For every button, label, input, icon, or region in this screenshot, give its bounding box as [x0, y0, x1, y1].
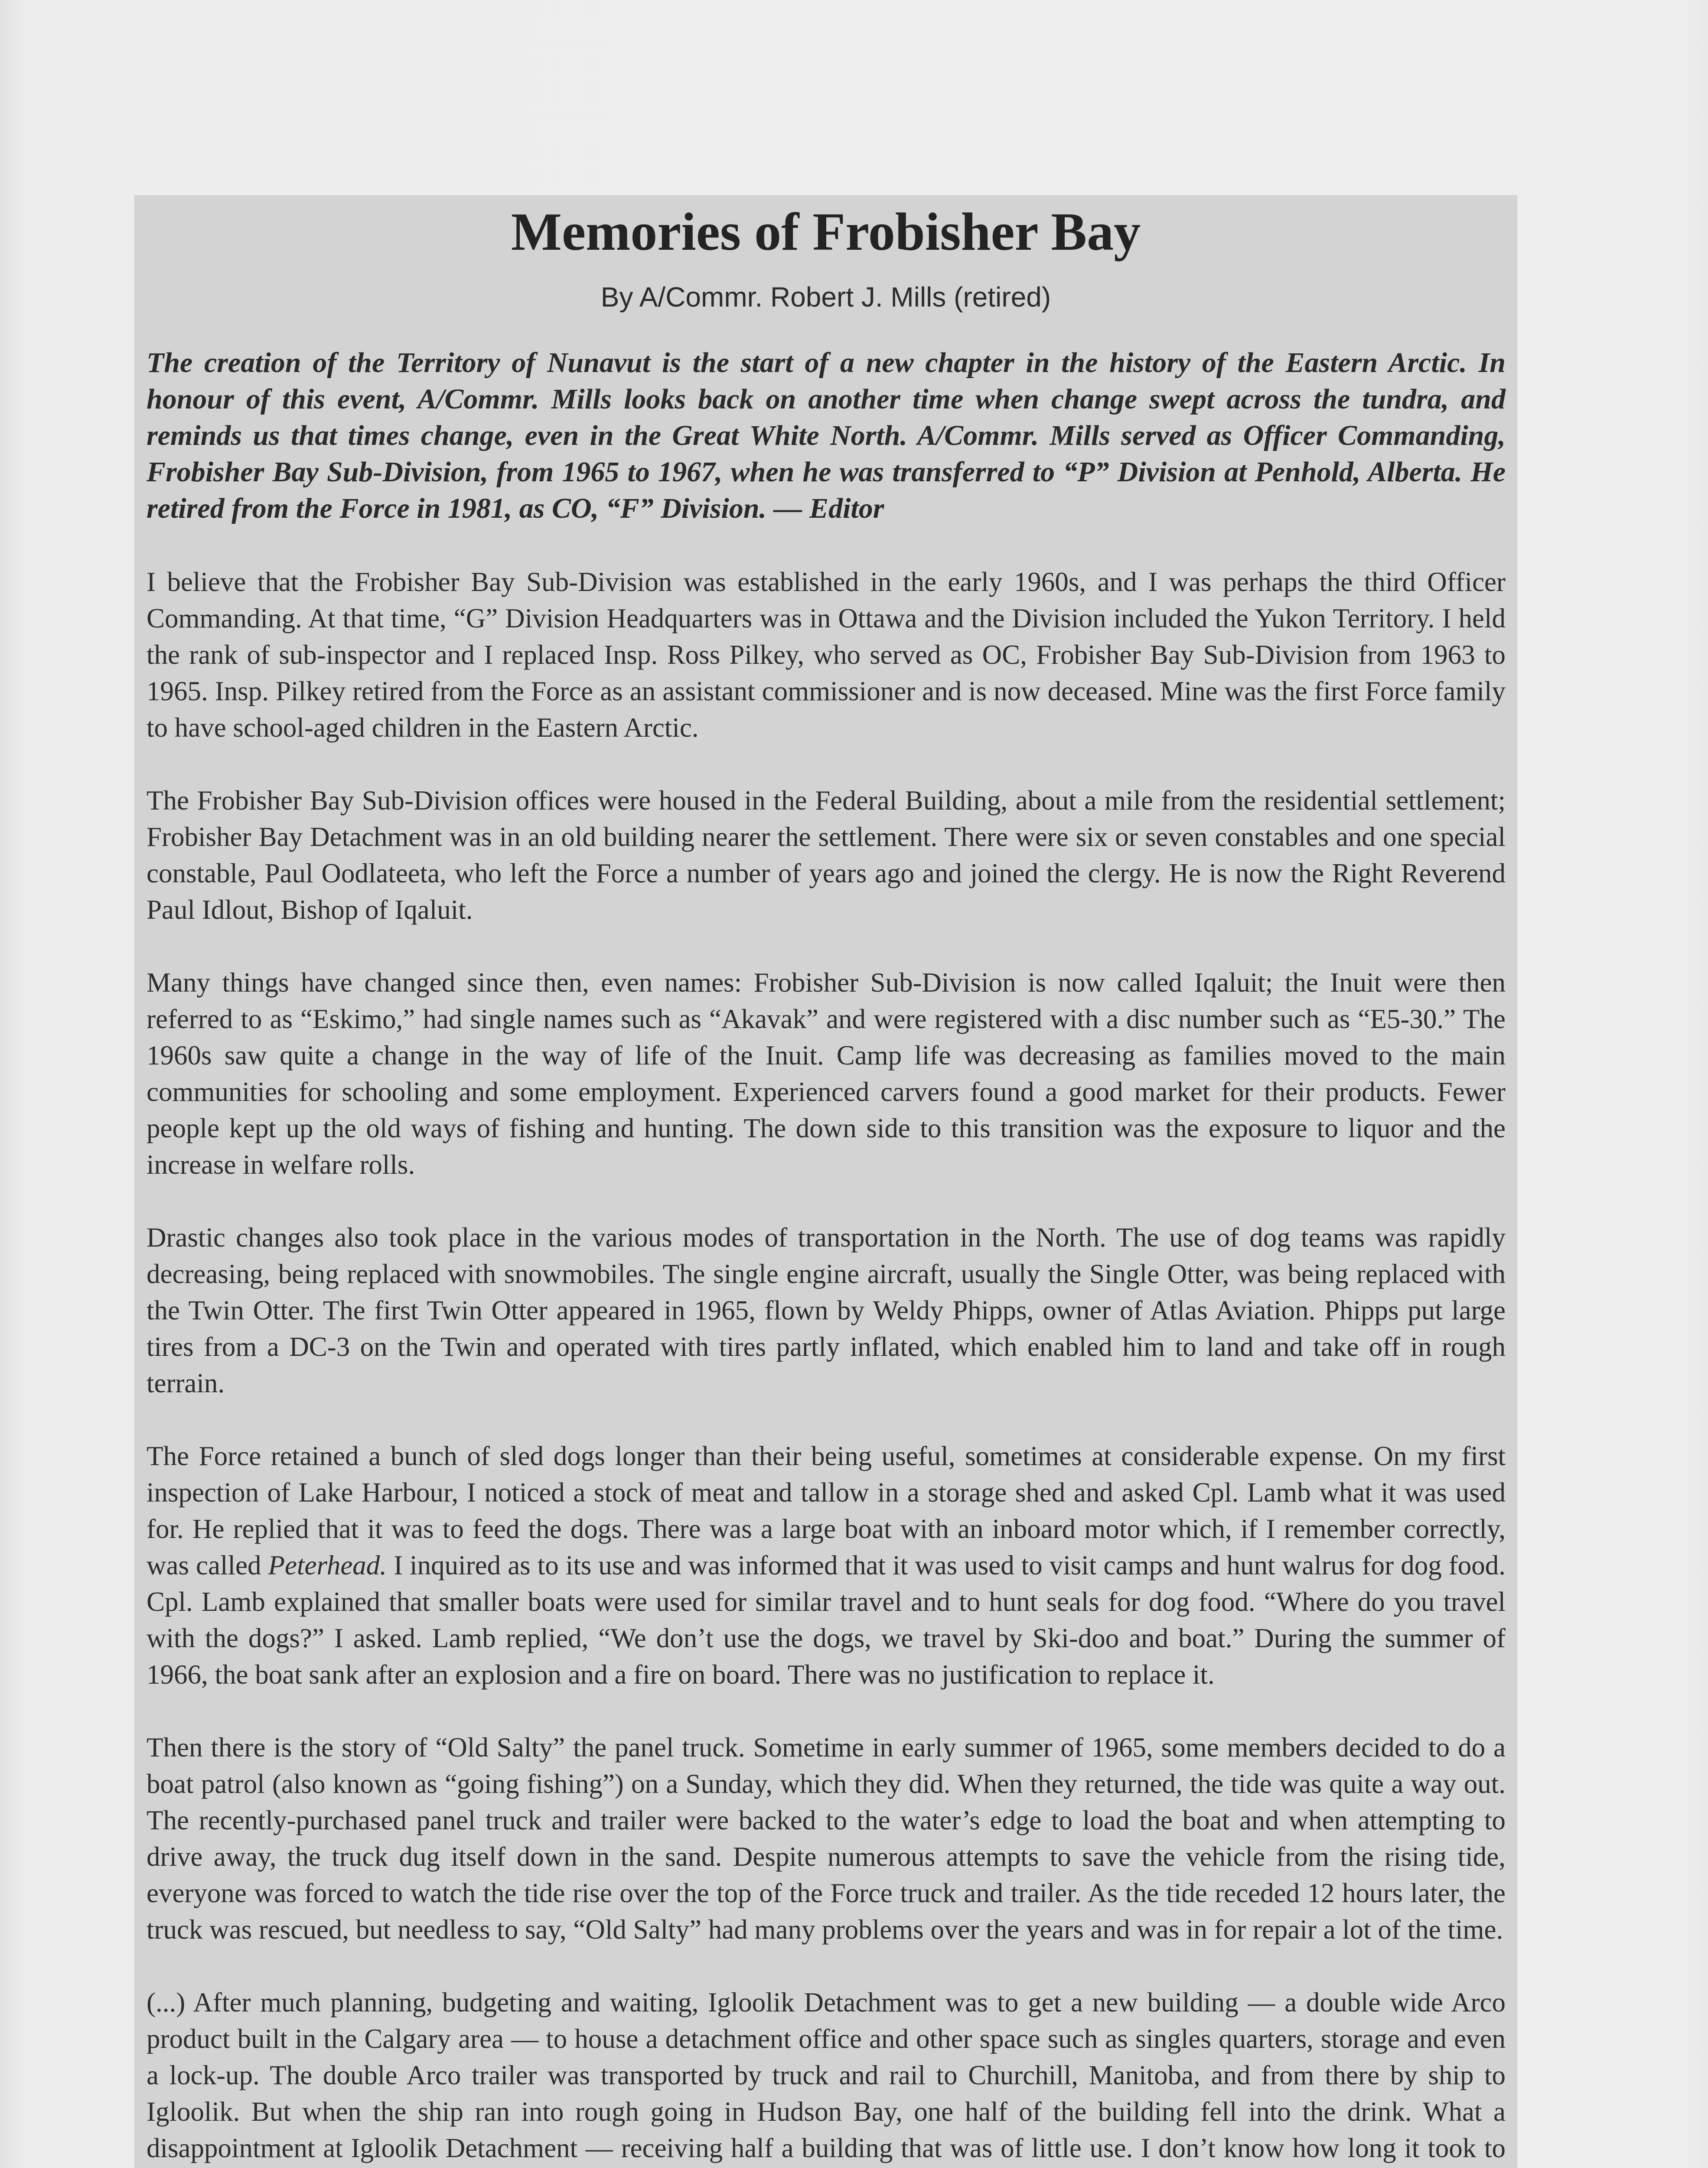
paragraph: Then there is the story of “Old Salty” the panel truck. Sometime in early summer of 1965, some members decided to do a boat patrol (also known as “going fishing”) on a Sunday, which they did. When they returned, the tide was quite a way out. The recently-purchased panel truck and trailer were backed to the water’s edge to load the boat and when attempting to drive away, the truck dug itself down in the sand. Despite numerous attempts to save the vehicle from the rising tide, everyone was forced to watch the tide rise over the top of the Force truck and trailer. As the tide receded 12 hours later, the truck was rescued, but needless to say, “Old Salty” had many problems over the years and was in for repair a lot of the time. [147, 1732, 1506, 1945]
article-body [147, 564, 1506, 2168]
boat-name: Peterhead. [268, 1550, 387, 1580]
paragraph: Many things have changed since then, even names: Frobisher Sub-Division is now called Iqaluit; the Inuit were then referred to as “Eskimo,” had single names such as “Akavak” and were registered with a disc number such as “E5-30.” The 1960s saw quite a change in the way of life of the Inuit. Camp life was decreasing as families moved to the main communities for schooling and some employment. Experienced carvers found a good market for their products. Fewer people kept up the old ways of fishing and hunting. The down side to this transition was the exposure to liquor and the increase in welfare rolls. [147, 967, 1506, 1180]
paragraph: (...) After much planning, budgeting and waiting, Igloolik Detachment was to get a new building — a double wide Arco product built in the Calgary area — to house a detachment office and other space such as singles quarters, storage and even a lock-up. The double Arco trailer was transported by truck and rail to Churchill, Manitoba, and from there by ship to Igloolik. But when the ship ran into rough going in Hudson Bay, one half of the building fell into the drink. What a disappointment at Igloolik Detachment — receiving half a building that was of little use. I don’t know how long it took to [147, 1987, 1506, 2163]
paragraph: I believe that the Frobisher Bay Sub-Division was established in the early 1960s, and I was perhaps the third Officer Commanding. At that time, “G” Division Headquarters was in Ottawa and the Division included the Yukon Territory. I held the rank of sub-inspector and I replaced Insp. Ross Pilkey, who served as OC, Frobisher Bay Sub-Division from 1963 to 1965. Insp. Pilkey retired from the Force as an assistant commissioner and is now deceased. Mine was the first Force family to have school-aged children in the Eastern Arctic. [147, 567, 1506, 743]
article-intro: The creation of the Territory of Nunavut is the start of a new chapter in the history of the Eastern Arctic. In honour of this event, A/Commr. Mills looks back on another time when change swept across the tundra, and reminds us that times change, even in the Great White North. A/Commr. Mills served as Officer Commanding, Frobisher Bay Sub-Division, from 1965 to 1967, when he was transferred to “P” Division at Penhold, Alberta. He retired from the Force in 1981, as CO, “F” Division. — Editor [147, 347, 1506, 524]
paragraph-text: I inquired as to its use and was informed that it was used to visit camps and hunt walrus for dog food. Cpl. Lamb explained that smaller boats were used for similar travel and to hunt seals for dog food. “Where do you travel with the dogs?” I asked. Lamb replied, “We don’t use the dogs, we travel by Ski-doo and boat.” During the summer of 1966, the boat sank after an explosion and a fire on board. There was no justification to replace it. [147, 1550, 1506, 1690]
paragraph-text: The Force retained a bunch of sled dogs longer than their being useful, sometimes at considerable expense. On my first inspection of Lake Harbour, I noticed a stock of meat and tallow in a storage shed and asked Cpl. Lamb what it was used for. He replied that it was to feed the dogs. There was a large boat with an inboard motor which, if I remember correctly, was called [147, 1441, 1506, 1580]
article-byline: By A/Commr. Robert J. Mills (retired) [600, 281, 1051, 313]
paragraph [147, 1438, 1506, 1693]
article-title: Memories of Frobisher Bay [511, 202, 1141, 261]
paragraph: Drastic changes also took place in the various modes of transportation in the North. The use of dog teams was rapidly decreasing, being replaced with snowmobiles. The single engine aircraft, usually the Single Otter, was being replaced with the Twin Otter. The first Twin Otter appeared in 1965, flown by Weldy Phipps, owner of Atlas Aviation. Phipps put large tires from a DC-3 on the Twin and operated with tires partly inflated, which enabled him to land and take off in rough terrain. [147, 1222, 1506, 1398]
paragraph: The Frobisher Bay Sub-Division offices were housed in the Federal Building, about a mile from the residential settlement; Frobisher Bay Detachment was in an old building nearer the settlement. There were six or seven constables and one special constable, Paul Oodlateeta, who left the Force a number of years ago and joined the clergy. He is now the Right Reverend Paul Idlout, Bishop of Iqaluit. [147, 785, 1506, 925]
